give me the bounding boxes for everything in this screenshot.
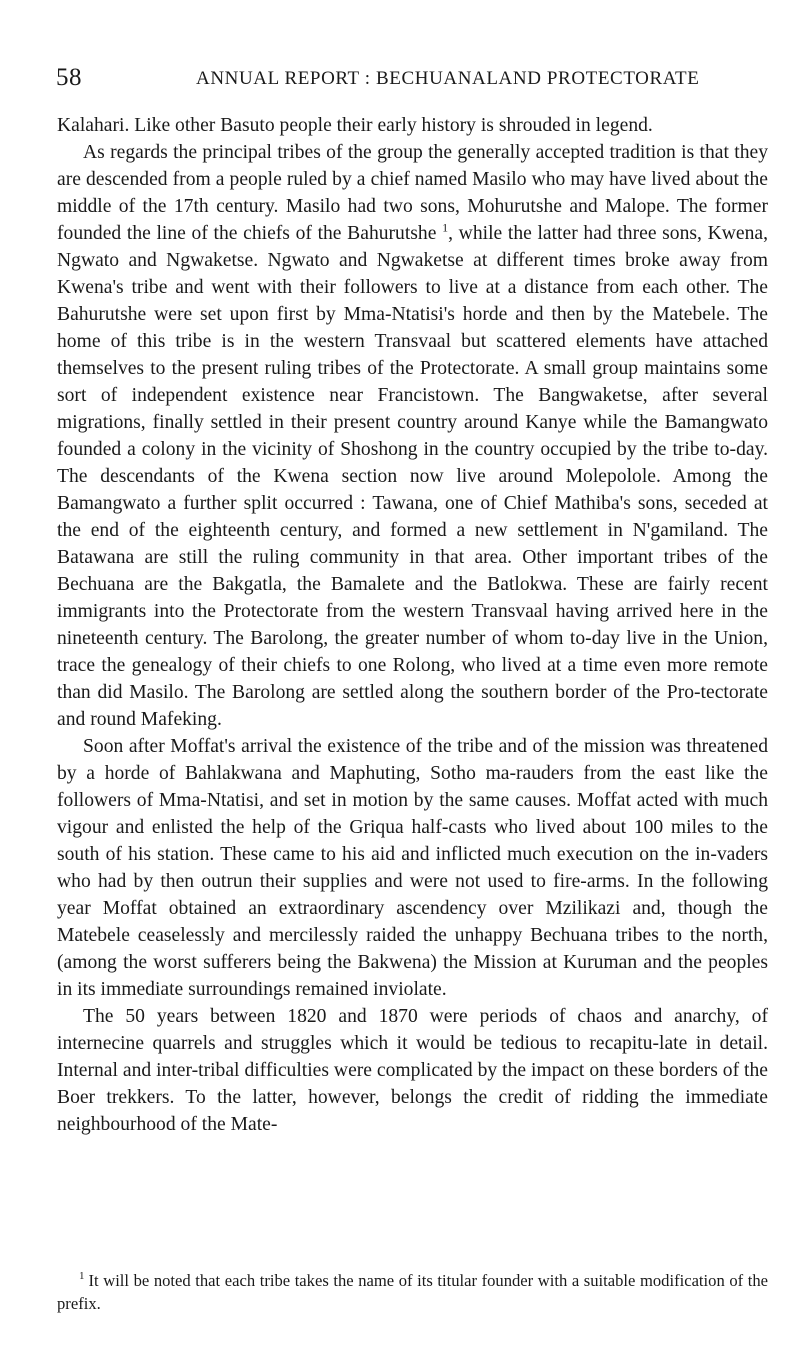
paragraph: The 50 years between 1820 and 1870 were periods of chaos and anarchy, of internecine quarrels and struggles which it would be tedious to recapitu-late in detail. Internal and inter-tribal difficulties were complicated by the impact on these borders of the Boer trekkers. To the latter, however, belongs the credit of ridding the immediate neighbourhood of the Mate-: [57, 1006, 768, 1135]
footnote-text: It will be noted that each tribe takes the name of its titular founder with a suitable modification of the prefix.: [57, 1271, 768, 1313]
paragraph: As regards the principal tribes of the group the generally accepted tradition is that they are descended from a people ruled by a chief named Masilo who may have lived about the middle of the 17th century. Masilo had two sons, Mohurutshe and Malope. The former founded the line of the chiefs of the Bahurutshe $^1$, while the latter had three sons, Kwena, Ngwato and Ngwaketse. Ngwato and Ngwaketse at different times broke away from Kwena's tribe and went with their followers to live at a distance from each other. The Bahurutshe were set upon first by Mma-Ntatisi's horde and then by the Matebele. The home of this tribe is in the western Transvaal but scattered elements have attached themselves to the present ruling tribes of the Protectorate. A small group maintains some sort of independent existence near Francistown. The Bangwaketse, after several migrations, finally settled in their present country around Kanye while the Bamangwato founded a colony in the vicinity of Shoshong in the country occupied by the tribe to-day. The descendants of the Kwena section now live around Molepolole. Among the Bamangwato a further split occurred : Tawana, one of Chief Mathiba's sons, seceded at the end of the eighteenth century, and formed a new settlement in N'gamiland. The Batawana are still the ruling community in that area. Other important tribes of the Bechuana are the Bakgatla, the Bamalete and the Batlokwa. These are fairly recent immigrants into the Protectorate from the western Transvaal having arrived here in the nineteenth century. The Barolong, the greater number of whom to-day live in the Union, trace the genealogy of their chiefs to one Rolong, who lived at a time even more remote than did Masilo. The Barolong are settled along the southern border of the Pro-tectorate and round Mafeking.: [57, 142, 768, 730]
page-number: 58: [56, 64, 82, 91]
footnote-paragraph: [57, 1269, 768, 1315]
footnote-reference: 1: [442, 220, 449, 235]
running-head: ANNUAL REPORT : BECHUANALAND PROTECTORATE: [196, 68, 700, 89]
page-header: [56, 64, 700, 94]
footnote-marker: 1: [79, 1270, 85, 1283]
body-text: [57, 112, 768, 1138]
footnote: [57, 1269, 768, 1315]
paragraph: Kalahari. Like other Basuto people their early history is shrouded in legend.: [57, 115, 653, 136]
paragraph-text: while the latter had three sons, Kwena, Ngwato and Ngwaketse. Ngwato and Ngwaketse at different times broke away from Kwena's tribe and went with their followers to live at a distance from each other. The Bahurutshe were set upon first by Mma-Ntatisi's horde and then by the Matebele. The home of this tribe is in the western Transvaal but scattered elements have attached themselves to the present ruling tribes of the Protectorate. A small group maintains some sort of independent existence near Francistown. The Bangwaketse, after several migrations, finally settled in their present country around Kanye while the Bamangwato founded a colony in the vicinity of Shoshong in the country occupied by the tribe to-day. The descendants of the Kwena section now live around Molepolole. Among the Bamangwato a further split occurred : Tawana, one of Chief Mathiba's sons, seceded at the end of the eighteenth century, and formed a new settlement in N'gamiland. The Batawana are still the ruling community in that area. Other important tribes of the Bechuana are the Bakgatla, the Bamalete and the Batlokwa. These are fairly recent immigrants into the Protectorate from the western Transvaal having arrived here in the nineteenth century. The Barolong, the greater number of whom to-day live in the Union, trace the genealogy of their chiefs to one Rolong, who lived at a time even more remote than did Masilo. The Barolong are settled along the southern border of the Pro-tectorate and round Mafeking.: [57, 223, 768, 730]
paragraph-text: As regards the principal tribes of the group the generally accepted tradition is that they are descended from a people ruled by a chief named Masilo who may have lived about the middle of the 17th century. Masilo had two sons, Mohurutshe and Malope. The former founded the line of the chiefs of the Bahurutshe: [57, 142, 768, 244]
paragraph: Soon after Moffat's arrival the existence of the tribe and of the mission was threatened by a horde of Bahlakwana and Maphuting, Sotho ma-rauders from the east like the followers of Mma-Ntatisi, and set in motion by the same causes. Moffat acted with much vigour and enlisted the help of the Griqua half-casts who lived about 100 miles to the south of his station. These came to his aid and inflicted much execution on the in-vaders who had by then outrun their supplies and were not used to fire-arms. In the following year Moffat obtained an extraordinary ascendency over Mzilikazi and, though the Matebele ceaselessly and mercilessly raided the unhappy Bechuana tribes to the north, (among the worst sufferers being the Bakwena) the Mission at Kuruman and the peoples in its immediate surroundings remained inviolate.: [57, 736, 768, 1000]
